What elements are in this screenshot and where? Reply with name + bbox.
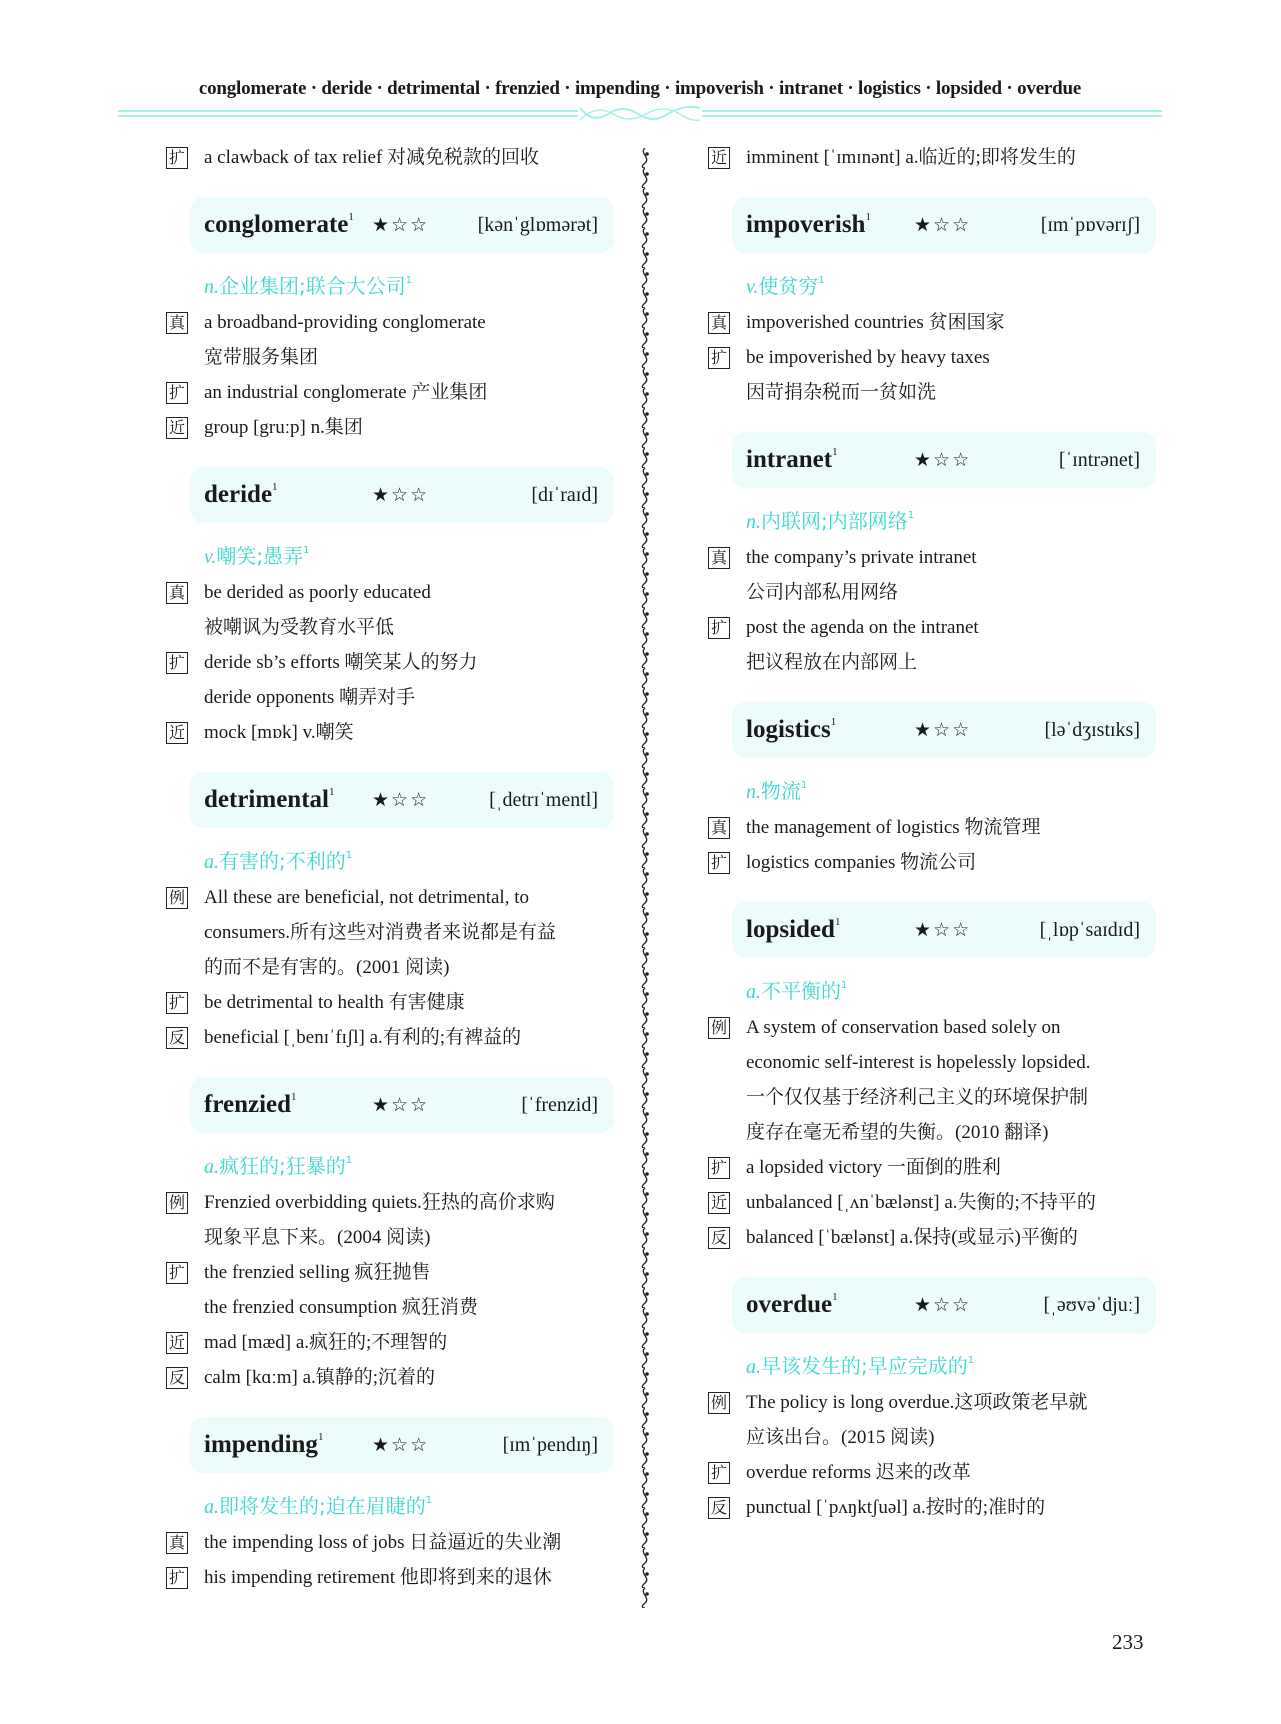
example-line: 真 the management of logistics 物流管理	[708, 810, 1168, 845]
antonym-line: 反 beneficial [ˌbenɪˈfɪʃl] a.有利的;有裨益的	[166, 1020, 626, 1055]
kuo-tag-icon: 扩	[166, 992, 188, 1014]
phonetic: [ləˈdʒɪstɪks]	[1044, 718, 1140, 741]
example-line: 被嘲讽为受教育水平低	[204, 617, 395, 638]
entry-conglomerate	[166, 197, 626, 445]
example-sentence: 例 All these are beneficial, not detrimental, to	[166, 880, 626, 915]
kuo-tag-icon: 扩	[166, 652, 188, 674]
leading-line: 近 imminent [ˈɪmɪnənt] a.临近的;即将发生的	[708, 140, 1168, 175]
star-rating-icon: ★☆☆	[914, 1294, 972, 1316]
headword: impending$^1$	[204, 1431, 324, 1458]
star-rating-icon: ★☆☆	[372, 789, 430, 811]
example-sentence: 例 Frenzied overbidding quiets.狂热的高价求购	[166, 1185, 626, 1220]
headword-box	[732, 702, 1156, 758]
example-sentence: economic self-interest is hopelessly lopsided.	[746, 1052, 1091, 1073]
entry-intranet	[708, 432, 1168, 680]
definition: a.即将发生的;迫在眉睫的$^1$	[204, 1494, 433, 1518]
synonym-line: 近 group [gruːp] n.集团	[166, 410, 626, 445]
kuo-tag-icon: 扩	[708, 1157, 730, 1179]
synonym-line: 近 mock [mɒk] v.嘲笑	[166, 715, 626, 750]
definition: n.物流$^1$	[746, 779, 808, 803]
kuo-tag-icon: 扩	[708, 1462, 730, 1484]
entry-overdue	[708, 1277, 1168, 1525]
headword-box	[190, 1417, 614, 1473]
star-rating-icon: ★☆☆	[914, 449, 972, 471]
headword-box	[732, 432, 1156, 488]
headword-box	[190, 772, 614, 828]
running-head: conglomerate · deride · detrimental · frenzied · impending · impoverish · intranet · logistics · lopsided · overdue	[198, 78, 1082, 99]
zhen-tag-icon: 真	[166, 1532, 188, 1554]
kuo-tag-icon: 扩	[166, 147, 188, 169]
synonym-line: 近 mad [mæd] a.疯狂的;不理智的	[166, 1325, 626, 1360]
headword-box	[732, 197, 1156, 253]
column-divider-ornament	[636, 148, 654, 1608]
zhen-tag-icon: 真	[708, 817, 730, 839]
entry-impending	[166, 1417, 626, 1595]
headword: conglomerate$^1$	[204, 211, 354, 238]
example-line: 因苛捐杂税而一贫如洗	[746, 382, 937, 403]
zhen-tag-icon: 真	[166, 582, 188, 604]
zhen-tag-icon: 真	[166, 312, 188, 334]
star-rating-icon: ★☆☆	[914, 719, 972, 741]
phonetic: [ˈfrenzid]	[521, 1093, 598, 1116]
definition: v.嘲笑;愚弄$^1$	[204, 544, 310, 568]
phonetic: [ˌəʊvəˈdjuː]	[1043, 1293, 1140, 1316]
headword-box	[732, 902, 1156, 958]
kuo-tag-icon: 扩	[166, 382, 188, 404]
li-tag-icon: 例	[708, 1392, 730, 1414]
kuo-tag-icon: 扩	[708, 347, 730, 369]
example-sentence: 一个仅仅基于经济利己主义的环境保护制	[746, 1087, 1089, 1108]
li-tag-icon: 例	[166, 1192, 188, 1214]
kuo-tag-icon: 扩	[708, 852, 730, 874]
definition: v.使贫穷$^1$	[746, 274, 825, 298]
example-line: 宽带服务集团	[204, 347, 319, 368]
star-rating-icon: ★☆☆	[914, 919, 972, 941]
phonetic: [ɪmˈpendɪŋ]	[502, 1433, 598, 1456]
definition: a.不平衡的$^1$	[746, 979, 848, 1003]
fan-tag-icon: 反	[166, 1367, 188, 1389]
entry-detrimental	[166, 772, 626, 1055]
star-rating-icon: ★☆☆	[372, 484, 430, 506]
fan-tag-icon: 反	[708, 1227, 730, 1249]
antonym-line: 反 balanced [ˈbælənst] a.保持(或显示)平衡的	[708, 1220, 1168, 1255]
example-line: deride opponents 嘲弄对手	[204, 687, 416, 708]
phonetic: [kənˈglɒmərət]	[477, 213, 598, 236]
synonym-line: 近 unbalanced [ˌʌnˈbælənst] a.失衡的;不持平的	[708, 1185, 1168, 1220]
entry-frenzied	[166, 1077, 626, 1395]
star-rating-icon: ★☆☆	[372, 1434, 430, 1456]
headword: frenzied$^1$	[204, 1091, 297, 1118]
example-sentence: 例 The policy is long overdue.这项政策老早就	[708, 1385, 1168, 1420]
example-line: 扩 be detrimental to health 有害健康	[166, 985, 626, 1020]
headword: lopsided$^1$	[746, 916, 841, 943]
example-line: 扩 deride sb’s efforts 嘲笑某人的努力	[166, 645, 626, 680]
jin-tag-icon: 近	[166, 1332, 188, 1354]
jin-tag-icon: 近	[708, 1192, 730, 1214]
zhen-tag-icon: 真	[708, 312, 730, 334]
example-line: 真 be derided as poorly educated	[166, 575, 626, 610]
kuo-tag-icon: 扩	[166, 1567, 188, 1589]
headword: overdue$^1$	[746, 1291, 838, 1318]
example-line: 扩 the frenzied selling 疯狂抛售	[166, 1255, 626, 1290]
headword-box	[190, 1077, 614, 1133]
phonetic: [ɪmˈpɒvərɪʃ]	[1040, 213, 1140, 236]
example-line: the frenzied consumption 疯狂消费	[204, 1297, 478, 1318]
kuo-tag-icon: 扩	[708, 617, 730, 639]
headword: detrimental$^1$	[204, 786, 335, 813]
definition: n.内联网;内部网络$^1$	[746, 509, 915, 533]
antonym-line: 反 calm [kɑːm] a.镇静的;沉着的	[166, 1360, 626, 1395]
left-column	[166, 140, 626, 1595]
example-line: 扩 overdue reforms 迟来的改革	[708, 1455, 1168, 1490]
li-tag-icon: 例	[708, 1017, 730, 1039]
jin-tag-icon: 近	[166, 722, 188, 744]
jin-tag-icon: 近	[166, 417, 188, 439]
example-line: 扩 an industrial conglomerate 产业集团	[166, 375, 626, 410]
example-line: 真 impoverished countries 贫困国家	[708, 305, 1168, 340]
example-sentence: 度存在毫无希望的失衡。(2010 翻译)	[746, 1122, 1049, 1143]
phonetic: [ˌdetrɪˈmentl]	[489, 788, 598, 811]
headword-box	[190, 197, 614, 253]
example-sentence: 的而不是有害的。(2001 阅读)	[204, 957, 450, 978]
headword: intranet$^1$	[746, 446, 838, 473]
example-sentence: 例 A system of conservation based solely on	[708, 1010, 1168, 1045]
phonetic: [dɪˈraɪd]	[531, 483, 598, 506]
phonetic: [ˈɪntrənet]	[1058, 448, 1140, 471]
example-line: 真 a broadband-providing conglomerate	[166, 305, 626, 340]
entry-deride	[166, 467, 626, 750]
entry-logistics	[708, 702, 1168, 880]
headword-box	[732, 1277, 1156, 1333]
example-sentence: consumers.所有这些对消费者来说都是有益	[204, 922, 557, 943]
page-number: 233	[1112, 1630, 1144, 1654]
example-line: 真 the company’s private intranet	[708, 540, 1168, 575]
definition: a.有害的;不利的$^1$	[204, 849, 353, 873]
antonym-line: 反 punctual [ˈpʌŋktʃuəl] a.按时的;准时的	[708, 1490, 1168, 1525]
headword: impoverish$^1$	[746, 211, 871, 238]
star-rating-icon: ★☆☆	[372, 214, 430, 236]
headword-box	[190, 467, 614, 523]
star-rating-icon: ★☆☆	[372, 1094, 430, 1116]
headword: deride$^1$	[204, 481, 278, 508]
definition: a.早该发生的;早应完成的$^1$	[746, 1354, 975, 1378]
example-line: 扩 his impending retirement 他即将到来的退休	[166, 1560, 626, 1595]
star-rating-icon: ★☆☆	[914, 214, 972, 236]
example-sentence: 现象平息下来。(2004 阅读)	[204, 1227, 431, 1248]
example-line: 扩 be impoverished by heavy taxes	[708, 340, 1168, 375]
header-ornament-rule	[118, 102, 1162, 126]
example-line: 把议程放在内部网上	[746, 652, 918, 673]
fan-tag-icon: 反	[166, 1027, 188, 1049]
example-sentence: 应该出台。(2015 阅读)	[746, 1427, 935, 1448]
headword: logistics$^1$	[746, 716, 837, 743]
example-line: 扩 logistics companies 物流公司	[708, 845, 1168, 880]
li-tag-icon: 例	[166, 887, 188, 909]
example-line: 公司内部私用网络	[746, 582, 899, 603]
definition: n.企业集团;联合大公司$^1$	[204, 274, 413, 298]
entry-impoverish	[708, 197, 1168, 410]
entry-lopsided	[708, 902, 1168, 1255]
jin-tag-icon: 近	[708, 147, 730, 169]
right-column	[708, 140, 1168, 1525]
definition: a.疯狂的;狂暴的$^1$	[204, 1154, 353, 1178]
fan-tag-icon: 反	[708, 1497, 730, 1519]
phonetic: [ˌlɒpˈsaɪdɪd]	[1039, 918, 1140, 941]
zhen-tag-icon: 真	[708, 547, 730, 569]
example-line: 真 the impending loss of jobs 日益逼近的失业潮	[166, 1525, 626, 1560]
example-line: 扩 a lopsided victory 一面倒的胜利	[708, 1150, 1168, 1185]
leading-line: 扩 a clawback of tax relief 对减免税款的回收	[166, 140, 626, 175]
kuo-tag-icon: 扩	[166, 1262, 188, 1284]
example-line: 扩 post the agenda on the intranet	[708, 610, 1168, 645]
